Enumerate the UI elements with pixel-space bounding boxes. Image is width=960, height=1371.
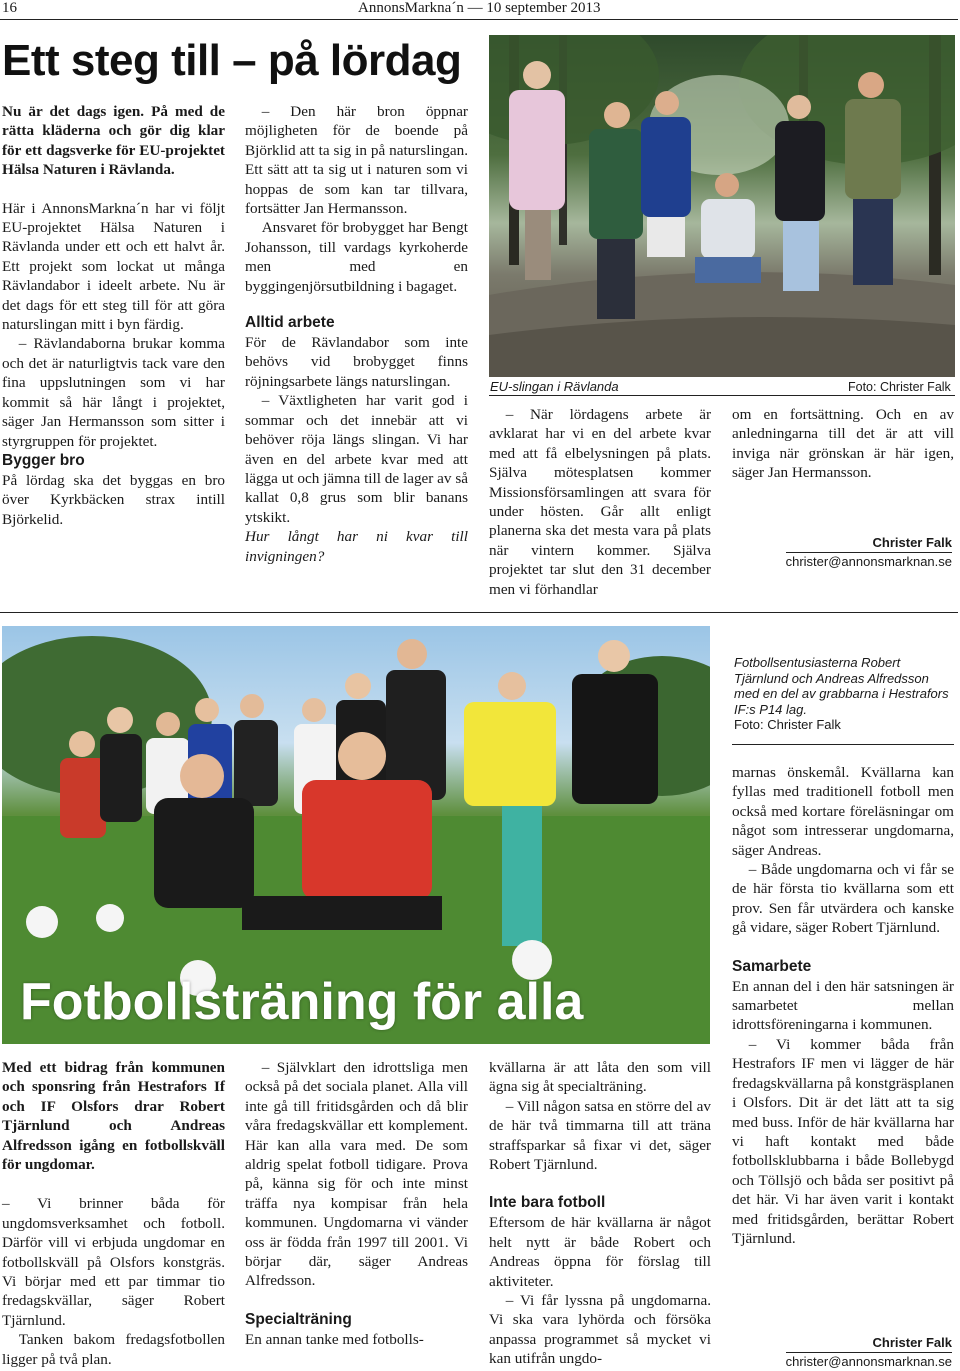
article1-subheading-alltid-arbete: Alltid arbete: [245, 314, 335, 332]
article2-byline: [732, 1334, 952, 1371]
article2-paragraph: kvällarna är att låta den som vill ägna sig åt specialträning.: [489, 1059, 711, 1096]
photo2-caption-rule: [732, 744, 954, 745]
photo2-caption-text: Fotbollsentusiasterna Robert Tjärnlund och Andreas Alfredsson med en del av grabbarna i Hestrafors IF:s P14 lag.: [734, 655, 949, 717]
article1-byline: [732, 534, 952, 571]
header-rule: [0, 19, 958, 20]
article2-paragraph: Tanken bakom fredagsfotbollen ligger på två plan.: [2, 1331, 225, 1368]
photo1-credit: Foto: Christer Falk: [848, 380, 951, 394]
article2-paragraph: – Självklart den idrottsliga men också på det sociala planet. Alla vill inte gå till fritidsgården och då blir våra fredagskvällar ett komplement. Här kan alla vara med. De som aldrig spelat fotboll tidigare. Prova på, känna sig för och inte minst träffa nya kompisar från hela kommunen. Ungdomarna vi vänder oss är födda från 1997 till 2001. Vi börjar där, säger Andreas Alfredsson.: [245, 1059, 468, 1290]
article2-paragraph: En annan tanke med fotbolls-: [245, 1330, 424, 1348]
article1-paragraph: – När lördagens arbete är avklarat har vi en del arbete kvar med att få elbelysningen på plats. Själva mötesplatsen kommer Missionsförsamlingen att svara för under hösten. Går allt enligt planerna ska det mesta vara på plats när vintern kommer. Själva projektet tar slut den 31 december men vi förhandlar: [489, 406, 711, 598]
article1-paragraph: om en fortsättning. Och en av anledningarna till det är att vill inviga när grönskan är här igen, säger Jan Hermansson.: [732, 406, 954, 482]
article2-column-1: [2, 1058, 225, 1369]
article2-paragraph: marnas önskemål. Kvällarna kan fyllas med traditionell fotboll men också med kortare föreläsningar om något som intresserar ungdomarna, säger Andreas.: [732, 764, 954, 859]
photo-fotbollstraning: [2, 626, 710, 1044]
article1-lead: Nu är det dags igen. På med de rätta kläderna och gör dig klar för ett dagsverke för EU-projektet Hälsa Naturen i Rävlanda.: [2, 103, 225, 179]
photo2-caption: [734, 655, 954, 733]
article2-side-column: [732, 763, 954, 1248]
article2-subheading-specialtraning: Specialträning: [245, 1310, 352, 1328]
photo2-credit: Foto: Christer Falk: [734, 717, 841, 732]
article2-headline: Fotbollsträning för alla: [20, 973, 584, 1031]
article1-subheading-bygger-bro: Bygger bro: [2, 451, 85, 469]
article2-paragraph: – Vi får lyssna på ungdomarna. Vi ska vara lyhörda och försöka anpassa programmet så mycket vi kan utifrån ungdo-: [489, 1292, 711, 1368]
article1-column-4: [732, 405, 954, 483]
running-title: AnnonsMarkna´n — 10 september 2013: [358, 0, 601, 16]
article2-subheading-inte-bara-fotboll: Inte bara fotboll: [489, 1194, 606, 1212]
article2-paragraph: – Både ungdomarna och vi får se de här första tio kvällarna som ett prov. Sen får utvärdera och kanske gå vidare, säger Robert Tjärnlund.: [732, 861, 954, 937]
article1-paragraph: – Rävlandaborna brukar komma och det är naturligtvis tack vare den fina uppslutningen som vi har kommit så här långt i projektet, säger Jan Hermansson som sitter i styrgruppen för projektet.: [2, 335, 225, 450]
article1-column-3: [489, 405, 711, 599]
article1-headline: Ett steg till – på lördag: [2, 36, 462, 85]
photo1-caption: EU-slingan i Rävlanda: [490, 379, 619, 394]
page-number: 16: [2, 0, 17, 16]
article2-author: Christer Falk: [872, 1335, 952, 1350]
article1-paragraph: – Den här bron öppnar möjligheten för de boende på Björklid att ta sig in på naturslingan. Ett sätt att ta sig ut i naturen som vi hoppas de som kan tar tillvara, fortsätter Jan Hermansson.: [245, 103, 468, 218]
section-divider: [0, 612, 958, 613]
article1-paragraph: – Växtligheten har varit god i sommar och det innebär att vi behöver röja längs slingan. Vi har även en del arbete kvar med att lägga ut och jämna till de lager av så kallat 0,8 grus som blir banans ytskikt.: [245, 392, 468, 526]
article2-column-2: [245, 1058, 468, 1349]
article1-paragraph: På lördag ska det byggas en bro över Kyrkbäcken strax intill Björkelid.: [2, 471, 225, 528]
article2-paragraph: – Vi brinner båda för ungdomsverksamhet och fotboll. Därför vill vi erbjuda ungdomar en fotbollskväll på Olsfors konstgräs. Vi börjar med ett par timmar tio fredagskvällar, säger Robert Tjärnlund.: [2, 1195, 225, 1329]
article1-email-link[interactable]: christer@annonsmarknan.se: [785, 554, 952, 569]
article1-column-2: [245, 102, 468, 566]
article2-paragraph: – Vi kommer båda från Hestrafors IF men vi lägger de här fredagskvällarna på konstgräsplanen i Olsfors. Dit är det lätt att ta sig med buss. Inför de här kvällarna har vi haft kontakt med både fotbollsklubbarna i både Bollebygd och Töllsjö och båda ser positivt på det här. Vi har även varit i kontakt med fritidsgården, berättar Robert Tjärnlund.: [732, 1035, 954, 1247]
article1-paragraph: Här i AnnonsMarkna´n har vi följt EU-projektet Hälsa Naturen i Rävlanda under ett och ett halvt år. Ett projekt som lockat ut många Rävlandabor i ideelt arbete. Nu är det dags för ett steg till för att göra naturslingan mitt i byn färdig.: [2, 199, 225, 334]
article2-lead: Med ett bidrag från kommunen och sponsring från Hestrafors If och IF Olsfors drar Robert Tjärnlund och Andreas Alfredsson igång en fotbollskväll för ungdomar.: [2, 1059, 225, 1174]
article2-paragraph: – Vill någon satsa en större del av de här två timmarna till att träna straffsparkar så fixar vi det, säger Robert Tjärnlund.: [489, 1097, 711, 1174]
article1-paragraph: För de Rävlandabor som inte behövs vid brobygget finns röjningsarbete längs naturslingan.: [245, 334, 468, 390]
photo-eu-slingan: [489, 35, 955, 377]
article2-email-link[interactable]: christer@annonsmarknan.se: [785, 1354, 952, 1369]
photo1-caption-rule: [489, 395, 955, 396]
article1-author: Christer Falk: [872, 535, 952, 550]
article2-paragraph: En annan del i den här satsningen är samarbetet mellan idrottsföreningarna i kommunen.: [732, 977, 954, 1034]
article1-question: Hur långt har ni kvar till invigningen?: [245, 528, 468, 565]
article2-column-3: [489, 1058, 711, 1369]
article2-subheading-samarbete: Samarbete: [732, 957, 812, 975]
byline-rule: [786, 1352, 952, 1353]
byline-rule: [786, 552, 952, 553]
photo-eu-slingan-illustration: [489, 35, 955, 377]
article2-paragraph: Eftersom de här kvällarna är något helt nytt är både Robert och Andreas öppna för förslag till aktiviteter.: [489, 1214, 711, 1290]
article1-column-1: [2, 102, 225, 529]
article1-paragraph: Ansvaret för brobygget har Bengt Johansson, till vardags kyrkoherde men med en byggingenjörsutbildning i bagaget.: [245, 219, 468, 295]
